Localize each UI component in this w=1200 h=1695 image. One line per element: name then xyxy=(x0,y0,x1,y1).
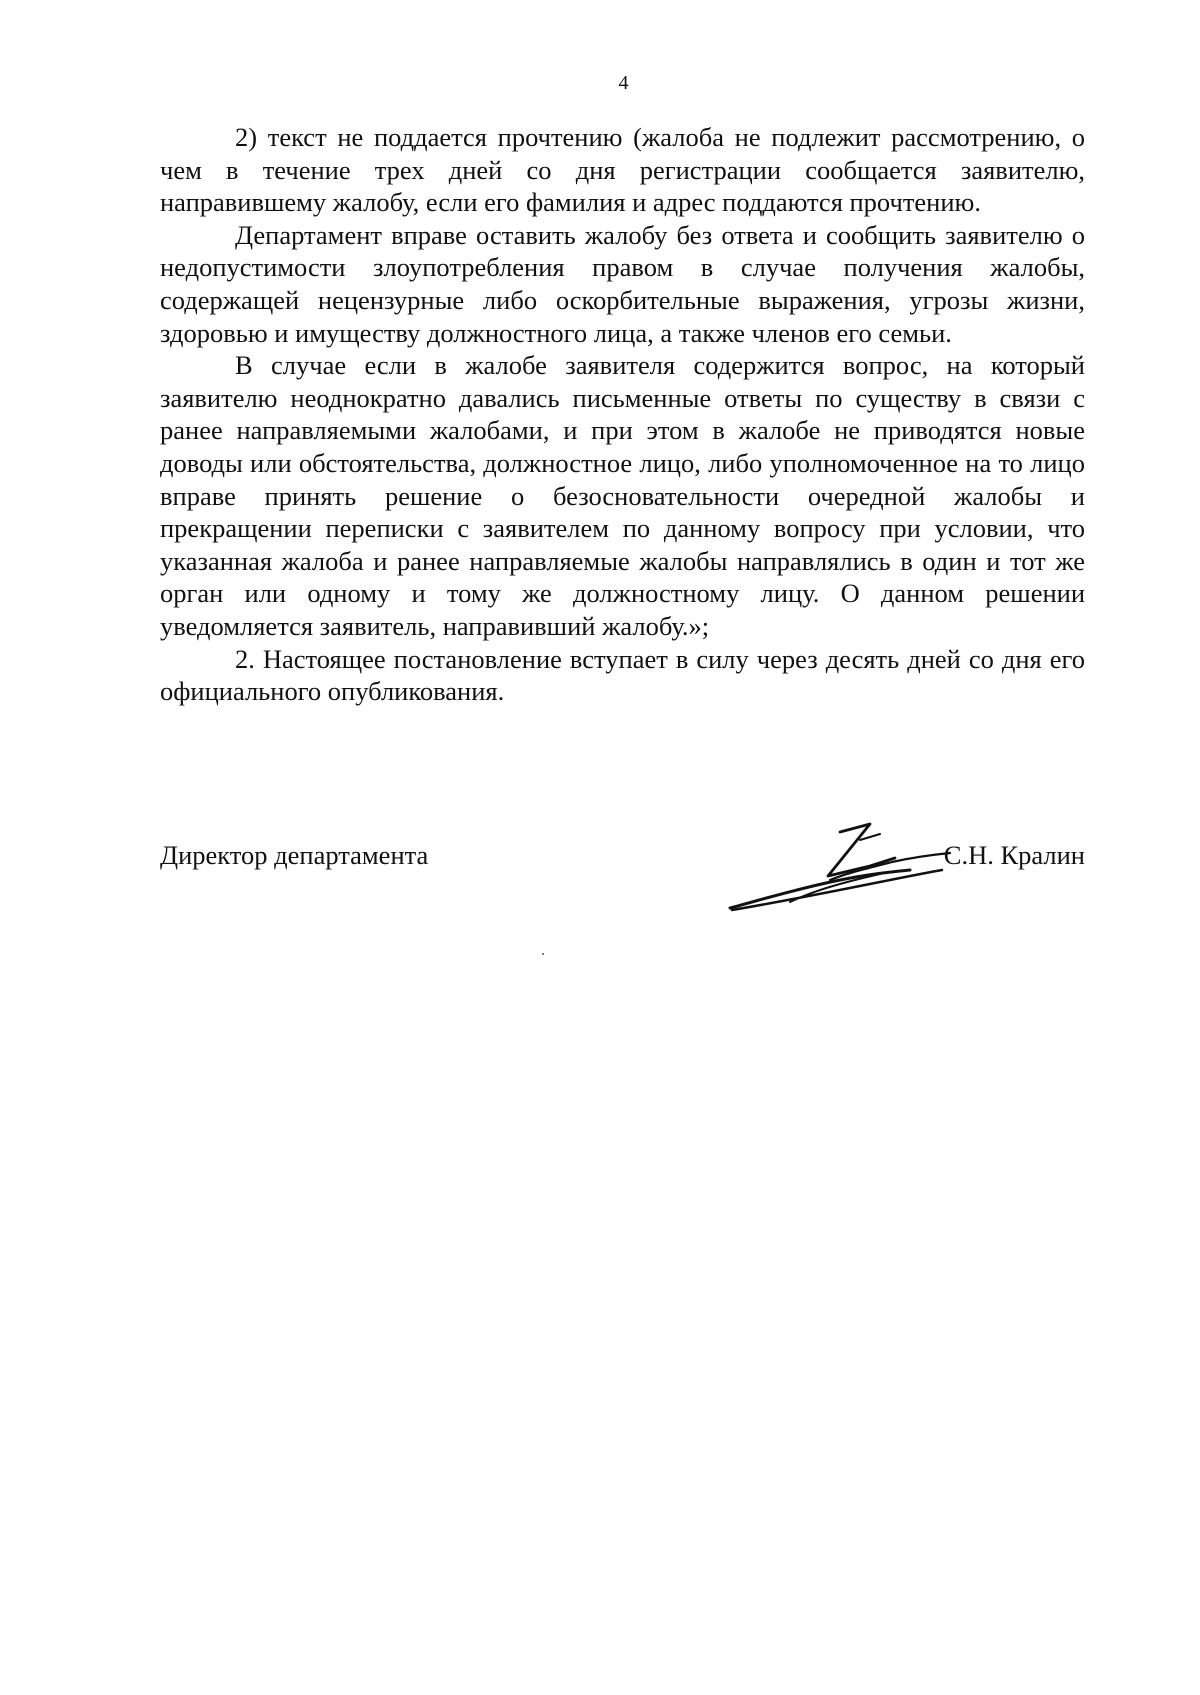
signature-block xyxy=(160,830,1085,930)
page-number: 4 xyxy=(618,72,629,94)
paragraph-repeated-complaints: В случае если в жалобе заявителя содержится вопрос, на который заявителю неоднократно давались письменные ответы по существу в связи с ранее направляемыми жалобами, и при этом в жалобе не приводятся новые доводы или обстоятельства, должностное лицо, либо уполномоченное на то лицо вправе принять решение о безосновательности очередной жалобы и прекращении переписки с заявителем по данному вопросу при условии, что указанная жалоба и ранее направляемые жалобы направлялись в один и тот же орган или одному и тому же должностному лицу. О данном решении уведомляется заявитель, направивший жалобу.»; xyxy=(160,350,1085,641)
handwritten-signature-icon xyxy=(720,810,980,920)
paragraph-item-2-unreadable: 2) текст не поддается прочтению (жалоба не подлежит рассмотрению, о чем в течение трех дней со дня регистрации сообщается заявителю, направившему жалобу, если его фамилия и адрес поддаются прочтению. xyxy=(160,122,1085,218)
signer-position: Директор департамента xyxy=(160,840,429,870)
paragraph-effective-date: 2. Настоящее постановление вступает в силу через десять дней со дня его официального опубликования. xyxy=(160,643,1085,707)
scan-speck xyxy=(542,953,544,955)
signer-name: С.Н. Кралин xyxy=(943,840,1085,870)
paragraph-department-rights: Департамент вправе оставить жалобу без ответа и сообщить заявителю о недопустимости злоупотребления правом в случае получения жалобы, содержащей нецензурные либо оскорбительные выражения, угрозы жизни, здоровью и имуществу должностного лица, а также членов его семьи. xyxy=(160,219,1085,348)
document-body xyxy=(160,121,1085,708)
